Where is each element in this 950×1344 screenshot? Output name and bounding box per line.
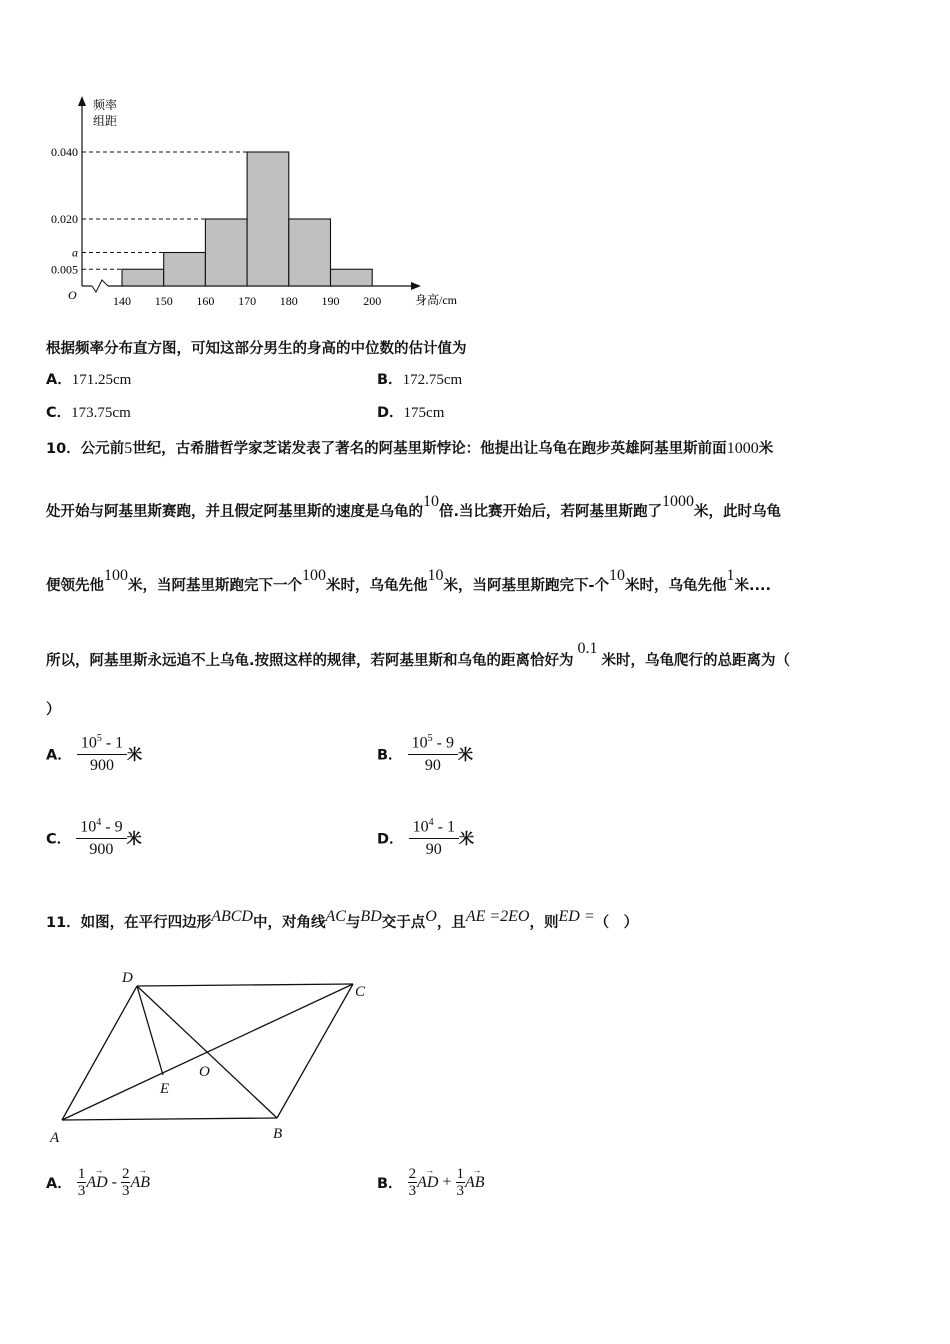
option-fraction: $\frac{10^4 - 1}{90}$ [409, 817, 459, 859]
vector-ab: → AB [130, 1164, 151, 1191]
unit: 米 [458, 829, 474, 848]
option-value: 175cm [403, 405, 445, 421]
vector-ad: → AD [86, 1164, 108, 1191]
q10-line-3: 便领先他100米，当阿基里斯跑完下一个100米时，乌龟先他10米，当阿基里斯跑完下-个10米时，乌龟先他1米.... [46, 567, 772, 594]
option-label: A． [46, 1176, 72, 1192]
diagonal-bd [137, 986, 277, 1118]
histogram-bar [205, 219, 247, 286]
histogram-figure [30, 92, 480, 317]
y-axis-arrow [78, 96, 86, 106]
q10-line-4: 所以，阿基里斯永远追不上乌龟.按照这样的规律，若阿基里斯和乌龟的距离恰好为0.1米时，乌龟爬行的总距离为（ [46, 640, 791, 669]
option-fraction: $\frac{10^5 - 9}{90}$ [408, 733, 458, 775]
vector-ab: → AB [465, 1164, 485, 1191]
x-tick-label: 160 [196, 294, 215, 308]
y-axis-label-2: 组距 [93, 114, 118, 128]
coef-fraction: $\frac{1}{3}$ [77, 1166, 86, 1199]
segment-de [137, 986, 163, 1075]
q10-option-a[interactable] [46, 733, 142, 775]
x-tick-label: 150 [154, 294, 173, 308]
option-label: B． [377, 747, 403, 764]
q10-option-b[interactable] [377, 733, 473, 775]
vertex-label-d: D [122, 970, 133, 986]
option-label: D． [377, 831, 404, 848]
q9-option-c[interactable] [46, 401, 131, 422]
y-tick-label: a [72, 245, 78, 260]
side-ab [62, 1118, 277, 1120]
y-axis-label-1: 频率 [93, 98, 118, 112]
unit: 米 [127, 745, 143, 764]
option-fraction: $\frac{10^4 - 9}{900}$ [76, 817, 126, 859]
coef-fraction: $\frac{2}{3}$ [121, 1166, 130, 1199]
coef-fraction: $\frac{2}{3}$ [408, 1166, 417, 1199]
q9-option-d[interactable] [377, 401, 444, 422]
vertex-label-b: B [273, 1126, 283, 1142]
y-tick-label: 0.005 [51, 262, 78, 277]
option-label: C． [46, 405, 72, 421]
coef-fraction: $\frac{1}{3}$ [456, 1166, 465, 1199]
option-label: A． [46, 747, 72, 764]
option-label: D． [377, 405, 404, 421]
q10-option-d[interactable] [377, 817, 474, 859]
q11-option-b[interactable]: B． $\frac{2}{3}$ → AD + $\frac{1}{3}$ → AB [377, 1164, 485, 1199]
q10-option-c[interactable] [46, 817, 142, 859]
q9-option-b[interactable] [377, 368, 462, 389]
option-fraction: $\frac{10^5 - 1}{900}$ [77, 733, 127, 775]
q10-line-2: 处开始与阿基里斯赛跑，并且假定阿基里斯的速度是乌龟的10倍.当比赛开始后，若阿基里斯跑了1000米，此时乌龟 [46, 493, 782, 520]
q11-option-a[interactable]: A． $\frac{1}{3}$ → AD - $\frac{2}{3}$ → AB [46, 1164, 151, 1199]
side-cb [277, 984, 353, 1118]
unit: 米 [126, 829, 142, 848]
axis-break [92, 280, 108, 292]
histogram-bar [289, 219, 331, 286]
parallelogram-figure [40, 960, 390, 1150]
q9-question: 根据频率分布直方图，可知这部分男生的身高的中位数的估计值为 [46, 341, 467, 357]
vertex-label-c: C [355, 984, 366, 1000]
origin-label: O [68, 288, 77, 302]
x-tick-label: 200 [363, 294, 382, 308]
option-label: C． [46, 831, 72, 848]
point-label-e: E [160, 1081, 170, 1097]
histogram-bar [122, 269, 164, 286]
histogram-bar [247, 152, 289, 286]
y-tick-label: 0.040 [51, 145, 78, 159]
x-tick-label: 170 [238, 294, 257, 308]
option-value: 172.75cm [402, 372, 463, 388]
option-value: 173.75cm [71, 405, 131, 421]
unit: 米 [457, 745, 473, 764]
option-value: 171.25cm [71, 372, 132, 388]
y-tick-label: 0.020 [51, 212, 78, 226]
x-tick-label: 180 [279, 294, 298, 308]
option-label: B． [377, 1176, 403, 1192]
vertex-label-a: A [50, 1130, 60, 1146]
x-tick-label: 140 [113, 294, 131, 308]
histogram-bar [164, 253, 206, 287]
x-axis-label: 身高/cm [415, 293, 457, 307]
q9-option-a[interactable] [46, 368, 131, 389]
q10-line-5: ） [46, 702, 61, 718]
option-label: A． [46, 372, 72, 388]
side-dc [137, 984, 353, 986]
q11-question: 11．如图，在平行四边形ABCD中，对角线AC与BD交于点O，且AE =2EO，则ED =（ ） [46, 908, 639, 931]
point-label-o: O [199, 1064, 210, 1080]
option-label: B． [377, 372, 403, 388]
vector-ad: → AD [417, 1164, 439, 1191]
histogram-bar [331, 269, 373, 286]
x-tick-label: 190 [321, 294, 340, 308]
q10-line-1: 10．公元前5世纪，古希腊哲学家芝诺发表了著名的阿基里斯悖论：他提出让乌龟在跑步英雄阿基里斯前面1000米 [46, 440, 774, 457]
side-ad [62, 986, 137, 1120]
x-axis-arrow [411, 282, 421, 290]
